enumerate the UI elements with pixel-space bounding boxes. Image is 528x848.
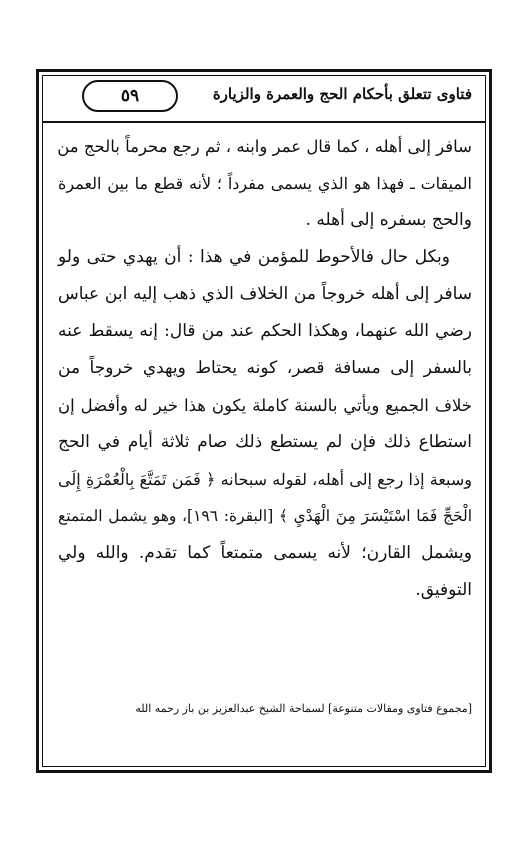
text-line: ويشمل القارن؛ لأنه يسمى متمتعاً كما تقدم. والله ولي [58,543,472,563]
text-line: الميقات ـ فهذا هو الذي يسمى مفرداً ؛ لأنه قطع ما بين العمرة [58,174,472,193]
text-line: خلاف الجميع ويأتي بالسنة كاملة يكون هذا خير له وأفضل إن [58,396,472,415]
source-citation: [مجموع فتاوى ومقالات متنوعة] لسماحة الشيخ عبدالعزيز بن باز رحمه الله [135,702,472,715]
header-title: فتاوى تتعلق بأحكام الحج والعمرة والزيارة [212,85,472,103]
text-line: وسبعة إذا رجع إلى أهله، لقوله سبحانه ﴿ فَمَن تَمَتَّعَ بِالْعُمْرَةِ إِلَى [58,470,472,489]
text-line: بالسفر إلى مسافة قصر، كونه يحتاط ويهدي خروجاً من [58,358,472,378]
text-line: التوفيق. [415,580,472,600]
text-line: رضي الله عنهما، وهكذا الحكم عند من قال: إنه يسقط عنه [58,321,472,341]
header-divider [42,121,486,123]
running-header [42,75,486,121]
body-text [58,128,472,609]
text-line: الْحَجِّ فَمَا اسْتَيْسَرَ مِنَ الْهَدْيِ ﴾ [البقرة: ١٩٦]، وهو يشمل المتمتع [58,507,472,525]
text-line: والحج بسفره إلى أهله . [305,210,472,230]
page-number-badge: ٥٩ [82,80,178,112]
text-line: سافر إلى أهله ، كما قال عمر وابنه ، ثم رجع محرماً بالحج من [57,137,472,156]
text-line: وبكل حال فالأحوط للمؤمن في هذا : أن يهدي حتى ولو [58,247,450,267]
text-line: سافر إلى أهله خروجاً من الخلاف الذي ذهب إليه ابن عباس [58,284,472,304]
text-line: استطاع ذلك فإن لم يستطع ذلك صام ثلاثة أيام في الحج [58,432,472,452]
